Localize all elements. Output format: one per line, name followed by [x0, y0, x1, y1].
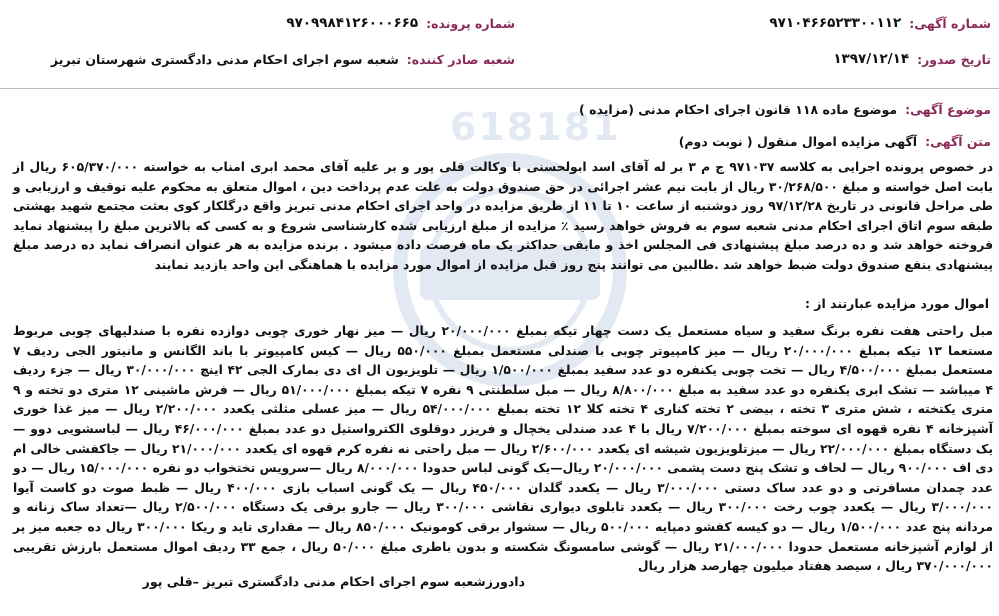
ad-number-row	[769, 12, 991, 34]
issuing-branch-label: شعبه صادر کننده:	[406, 51, 515, 67]
text-label: متن آگهی:	[925, 133, 991, 149]
ad-number-label: شماره آگهی:	[909, 15, 991, 31]
case-number-label: شماره پرونده:	[426, 15, 515, 31]
items-list: مبل راحتی هفت نفره برنگ سفید و سیاه مستعمل یک دست چهار تیکه بمبلغ ۲۰/۰۰۰/۰۰۰ ریال — میز نهار خوری چوبی دوازده نفره با صندلیهای چوبی مربوط مستعما ۱۳ تیکه بمبلغ ۲۰/۰۰۰/۰۰۰ ریال — میز کامپیوتر چوبی با صندلی مستعمل بمبلغ ۵۵۰/۰۰۰ ریال — کیس کامپیوتر با باند الگانس و مانیتور الجی ردیف ۷ مستعمل بمبلغ ۴/۵۰۰/۰۰۰ ریال — تخت چوبی یکنفره دو عدد سفید بمبلغ ۱/۵۰۰/۰۰۰ ریال — تلویزیون ال ای دی بمارک الجی ۴۲ اینچ ۳۰/۰۰۰/۰۰۰ ریال — جزء ردیف ۴ میباشد — تشک ابری یکنفره دو عدد سفید به مبلغ ۸/۸۰۰/۰۰۰ ریال — مبل سلطنتی ۹ نفره ۷ تیکه بمبلغ ۵۱/۰۰۰/۰۰۰ ریال — فرش ماشینی ۱۲ متری دو تخته و ۹ متری یکتخته ، شش متری ۳ تخته ، بیضی ۲ تخته کناری ۴ تخته کلا ۱۲ تخته بمبلغ ۵۴/۰۰۰/۰۰۰ ریال — میز عسلی مثلثی یکعدد ۲/۲۰۰/۰۰۰ ریال — میز غذا خوری آشپزخانه ۴ نفره قهوه ای سوخته بمبلغ ۷/۲۰۰/۰۰۰ ریال با ۴ عدد صندلی یخچال و فریزر دوقلوی الکترواستیل دو عدد بمبلغ ۴۶/۰۰۰/۰۰۰ ریال — لباسشویی دوو — یک دستگاه بمبلغ ۲۲/۰۰۰/۰۰۰ ریال — میزتلویزیون شیشه ای یکعدد ۲/۶۰۰/۰۰۰ ریال — مبل راحتی نه نفره کرم قهوه ای یکعدد ۲۱/۰۰۰/۰۰۰ ریال — جاکفشی خالی ام دی اف ۹۰۰/۰۰۰ ریال — لحاف و تشک پنج دست پشمی ۲۰/۰۰۰/۰۰۰ ریال—یک گونی لباس حدودا ۸/۰۰۰/۰۰۰ ریال —سرویس تختخواب دو نفره ۱۵/۰۰۰/۰۰۰ ریال — دو عدد چمدان مسافرتی و دو عدد ساک دستی ۳/۰۰۰/۰۰۰ ریال — یکعدد گلدان ۴۵۰/۰۰۰ ریال — یک گونی اسباب بازی ۴۰۰/۰۰۰ ریال — ظبط صوت دو کاست آیوا ۳/۰۰۰/۰۰۰ ریال — یکعدد چوب رخت ۳۰۰/۰۰۰ ریال — یکعدد تابلوی دیواری نقاشی ۳۰۰/۰۰۰ ریال — جارو برقی یک دستگاه ۲/۵۰۰/۰۰۰ ریال —تعداد ساک زنانه و مردانه پنج عدد ۱/۵۰۰/۰۰۰ ریال — دو کیسه کفشو دمپایه ۵۰۰/۰۰۰ ریال — سشوار برقی کومونیک ۸۵۰/۰۰۰ ریال — مقداری تاید و ریکا ۳۰۰/۰۰۰ ریال ده جعبه میز پر از لوازم آشپزخانه مستعمل حدودا ۲۱/۰۰۰/۰۰۰ ریال — گوشی سامسونگ شکسته و بدون باطری مبلغ ۵۰/۰۰۰ ریال ، جمع ۳۳ ردیف اموال مستعمل بارزش تقریبی ۳۷۰/۰۰۰/۰۰۰ ریال ، سیصد هفتاد میلیون چهارصد هزار ریال	[13, 324, 994, 574]
subject-value: موضوع ماده ۱۱۸ قانون اجرای احکام مدنی (مزایده )	[579, 101, 898, 117]
text-title: آگهی مزایده اموال منقول ( نوبت دوم)	[678, 133, 918, 149]
issue-date-label: تاریخ صدور:	[917, 51, 991, 67]
text-title-row	[679, 130, 991, 152]
case-number-row	[286, 12, 515, 34]
signature: دادورزشعبه سوم اجرای احکام مدنی دادگستری تبریز –قلی پور	[142, 574, 525, 589]
ad-paragraph: در خصوص پرونده اجرایی به کلاسه ۹۷۱۰۳۷ ج م ۳ بر له آقای اسد ابولحسنی با وکالت قلی پور و بر علیه آقای محمد ابری امناب به خواسته ۶۰۵/۳۷۰/۰۰۰ ریال از بابت اصل خواسته و مبلغ ۳۰/۲۶۸/۵۰۰ ریال از بابت نیم عشر اجرائی در حق صندوق دولت به علت عدم پرداخت دین ، اموال متعلق به محکوم علیه توقیف و ارزیابی و طی مراحل قانونی در تاریخ ۹۷/۱۲/۲۸ روز دوشنبه از ساعت ۱۰ تا ۱۱ از طریق مزایده در واحد اجرای احکام مدنی تبریز واقع درگلکار کوی بعثت مجتمع شهید بهشتی طبقه سوم اتاق اجرای احکام مدنی شعبه سوم به فروش خواهد رسید ٪ مزایده از مبلغ ارزیابی شده کارشناسی شروع و به کسی که بالاترین مبلغ را پیشنهاد نماید فروخته خواهد شد و ده درصد مبلغ پیشنهادی فی المجلس اخذ و مابقی حداکثر یک ماه فرصت داده میشود . برنده مزایده به هر عنوان انصراف نماید ده درصد مبلغ پیشنهادی بنفع صندوق دولت ضبط خواهد شد .طالبین می توانند پنج روز قبل مزایده از اموال مورد مزایده با هماهنگی این واحد بازدید نمایند	[13, 160, 994, 272]
items-title: اموال مورد مزایده عبارتند از :	[804, 296, 989, 311]
watermark-number: 618181	[450, 105, 621, 149]
subject-label: موضوع آگهی:	[905, 101, 991, 117]
issue-date-row	[833, 48, 991, 70]
header-divider	[0, 88, 999, 89]
case-number-value: ۹۷۰۹۹۸۴۱۲۶۰۰۰۶۶۵	[286, 15, 419, 31]
issuing-branch-row	[51, 48, 515, 70]
subject-row	[579, 98, 991, 120]
issue-date-value: ۱۳۹۷/۱۲/۱۴	[833, 51, 910, 67]
ad-number-value: ۹۷۱۰۴۶۶۵۲۳۳۰۰۱۱۲	[769, 15, 902, 31]
issuing-branch-value: شعبه سوم اجرای احکام مدنی دادگستری شهرستان تبریز	[50, 51, 399, 67]
